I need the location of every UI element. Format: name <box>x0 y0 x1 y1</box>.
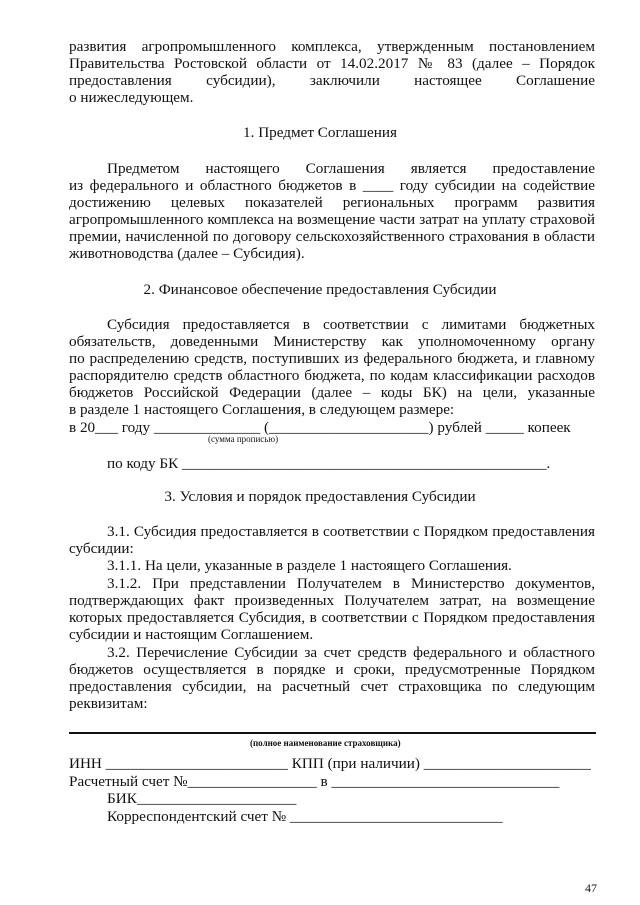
corr-account-line: Корреспондентский счет № ____________________________ <box>107 808 503 825</box>
section-2-title: 2. Финансовое обеспечение предоставления Субсидии <box>143 281 497 298</box>
s2-line-3: по распределению средств, поступивших из федерального бюджета, и главному <box>69 350 595 367</box>
s1-line-3: достижению целевых показателей региональных программ развития <box>69 194 595 211</box>
s3-p2: 3.1.1. На цели, указанные в разделе 1 настоящего Соглашения. <box>107 557 512 574</box>
s1-line-6: животноводства (далее – Субсидия). <box>69 245 305 262</box>
s3-p3-line-1: 3.1.2. При представлении Получателем в Министерство документов, <box>107 575 595 592</box>
s2-line-2: обязательств, доведенными Министерству как уполномоченному органу <box>69 333 595 350</box>
insurer-name-rule <box>69 732 596 734</box>
s1-line-5: премии, начисленной по договору сельскохозяйственного страхования в области <box>69 228 595 245</box>
intro-line-1: развития агропромышленного комплекса, утвержденным постановлением <box>69 38 595 55</box>
amount-caption: (сумма прописью) <box>208 434 279 444</box>
bik-line: БИК_____________________ <box>107 790 297 807</box>
s1-line-2: из федерального и областного бюджетов в ____ году субсидии на содействие <box>69 177 595 194</box>
inn-kpp-line: ИНН ________________________ КПП (при наличии) ______________________ <box>69 755 591 772</box>
section-3-title: 3. Условия и порядок предоставления Субсидии <box>164 488 476 505</box>
s1-line-4: агропромышленного комплекса на возмещение части затрат на уплату страховой <box>69 211 595 228</box>
intro-line-3: предоставления субсидии), заключили настоящее Соглашение <box>69 72 595 89</box>
s1-line-1: Предметом настоящего Соглашения является предоставление <box>107 160 595 177</box>
section-1-title: 1. Предмет Соглашения <box>243 124 397 141</box>
s3-p3-line-2: подтверждающих факт произведенных Получателем затрат, на возмещение <box>69 592 595 609</box>
s2-line-4: распорядителю средств областного бюджета, по кодам классификации расходов <box>69 367 595 384</box>
s3-p3-line-3: которых предоставляется Субсидия, в соответствии с Порядком предоставления <box>69 609 595 626</box>
s2-line-6: в разделе 1 настоящего Соглашения, в следующем размере: <box>69 401 455 418</box>
account-line: Расчетный счет №_________________ в ______________________________ <box>69 773 560 790</box>
intro-line-2: Правительства Ростовской области от 14.02.2017 № 83 (далее – Порядок <box>69 55 595 72</box>
s3-p1-line-1: 3.1. Субсидия предоставляется в соответствии с Порядком предоставления <box>107 523 595 540</box>
s2-line-5: бюджетов Российской Федерации (далее – коды БК) на цели, указанные <box>69 384 595 401</box>
s3-p3-line-4: субсидии и настоящим Соглашением. <box>69 626 314 643</box>
insurer-caption: (полное наименование страховщика) <box>250 738 401 748</box>
s3-p1-line-2: субсидии: <box>69 540 134 557</box>
s2-line-1: Субсидия предоставляется в соответствии с лимитами бюджетных <box>107 316 595 333</box>
s3-p4-line-2: бюджетов осуществляется в порядке и сроки, предусмотренные Порядком <box>69 661 595 678</box>
amount-line: в 20___ году ______________ (_____________________) рублей _____ копеек <box>69 419 571 436</box>
s3-p4-line-1: 3.2. Перечисление Субсидии за счет средств федерального и областного <box>107 644 595 661</box>
budget-code-line: по коду БК ________________________________________________. <box>107 455 551 472</box>
intro-line-4: о нижеследующем. <box>69 89 194 106</box>
page-number: 47 <box>585 881 597 895</box>
s3-p4-line-3: предоставления субсидии, на расчетный счет страховщика по следующим <box>69 678 595 695</box>
s3-p4-line-4: реквизитам: <box>69 695 148 712</box>
